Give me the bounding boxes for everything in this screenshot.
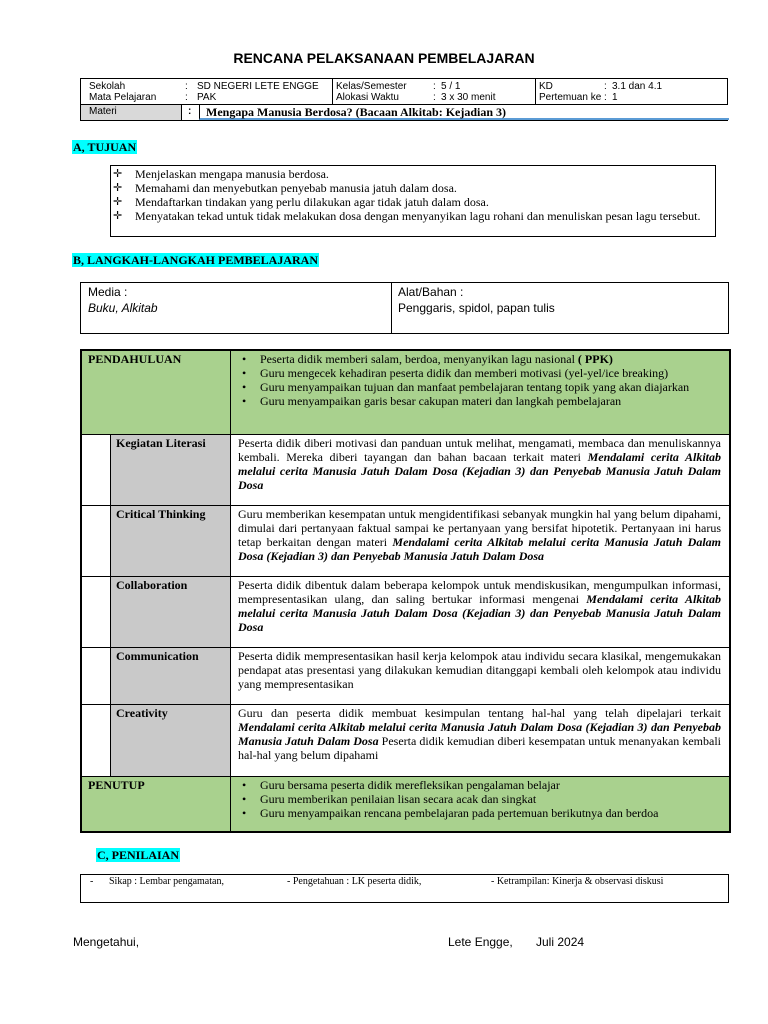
alat-label: Alat/Bahan : [398,285,464,299]
divider [391,283,392,333]
media-label: Media : [88,285,128,299]
bullet-icon: • [242,394,247,408]
kegiatan-label: Kegiatan Literasi [116,436,206,450]
bullet-icon: • [242,792,247,806]
tujuan-heading: A, TUJUAN [73,140,137,154]
kegiatan-label: Collaboration [116,578,188,592]
list-item: • Guru menyampaikan rencana pembelajaran pada pertemuan berikutnya dan berdoa [242,806,659,820]
penutup-label: PENUTUP [88,778,145,792]
tempat-text: Lete Engge, [448,935,513,949]
list-item: • Guru menyampaikan tujuan dan manfaat pembelajaran tentang topik yang akan diajarkan [242,380,690,394]
langkah-heading: B, LANGKAH-LANGKAH PEMBELAJARAN [73,253,319,267]
tanggal-text: Juli 2024 [536,935,585,949]
list-item: • Guru mengecek kehadiran peserta didik dan memberi motivasi (yel-yel/ice breaking) [242,366,669,380]
alokasi-value: 3 x 30 menit [441,92,496,103]
tujuan-box [110,165,716,237]
bullet-icon: • [242,778,247,792]
bullet-icon: • [242,352,247,366]
divider [230,435,231,505]
langkah-heading-wrap [72,251,319,269]
activity-table [80,349,731,833]
kegiatan-row-literasi: Kegiatan Literasi Peserta didik diberi motivasi dan panduan untuk melihat, mengamati, membaca dan menuliskannya kembali. Mereka diberi tayangan dan bahan bacaan terkait materi Mendalami cerita Alkitab melalui cerita Manusia Jatuh Dalam Dosa (Kejadian 3) dan Penyebab Manusia Jatuh Dalam Dosa [82,435,729,506]
alat-value: Penggaris, spidol, papan tulis [398,301,555,315]
colon: : [185,92,188,103]
mengetahui-text: Mengetahui, [73,935,140,949]
colon: : [604,81,607,92]
materi-label: Materi [89,106,117,117]
colon: : [433,81,436,92]
list-item: • Guru memberikan penilaian lisan secara acak dan singkat [242,792,537,806]
penilaian-sikap: Sikap : Lembar pengamatan, [109,876,224,887]
kegiatan-label: Critical Thinking [116,507,206,521]
plus-bullet-icon: ✛ [113,209,123,222]
pendahuluan-label: PENDAHULUAN [88,352,182,366]
pertemuan-value: 1 [612,92,618,103]
colon: : [188,106,192,117]
sekolah-value: SD NEGERI LETE ENGGE [197,81,319,92]
divider [535,79,536,105]
materi-value-cell [199,105,729,120]
kegiatan-label: Creativity [116,706,168,720]
plus-bullet-icon: ✛ [113,181,123,194]
page-title: RENCANA PELAKSANAAN PEMBELAJARAN [233,50,535,66]
media-box [80,282,729,334]
penilaian-heading-wrap [96,846,180,864]
kegiatan-row-collaboration: Collaboration Peserta didik dibentuk dalam beberapa kelompok untuk mendiskusikan, mengumpulkan informasi, mempresentasikan ulang, dan saling bertukar informasi mengenai Mendalami cerita Alkitab melalui cerita Manusia Jatuh Dalam Dosa (Kejadian 3) dan Penyebab Manusia Jatuh Dalam Dosa [82,577,729,648]
divider [230,506,231,576]
colon: : [604,92,607,103]
list-item: • Peserta didik memberi salam, berdoa, menyanyikan lagu nasional ( PPK) [242,352,613,366]
ppk-tag: ( PPK) [577,352,613,366]
kegiatan-row-creativity: Creativity Guru dan peserta didik membuat kesimpulan tentang hal-hal yang telah dipelajari terkait Mendalami cerita Alkitab melalui cerita Manusia Jatuh Dalam Dosa (Kejadian 3) dan Penyebab Manusia Jatuh Dalam Dosa Peserta didik kemudian diberi kesempatan untuk menanyakan kembali hal-hal yang belum dipahami [82,705,729,777]
list-item: ✛ Mendaftarkan tindakan yang perlu dilakukan agar tidak jatuh dalam dosa. [113,195,489,209]
list-item: • Guru bersama peserta didik merefleksikan pengalaman belajar [242,778,560,792]
materi-colon-cell [181,105,199,120]
bullet-icon: • [242,380,247,394]
alokasi-label: Alokasi Waktu [336,92,399,103]
dash: - [90,876,94,887]
plus-bullet-icon: ✛ [113,167,123,180]
mapel-label: Mata Pelajaran [89,92,157,103]
plus-bullet-icon: ✛ [113,195,123,208]
list-item: ✛ Memahami dan menyebutkan penyebab manusia jatuh dalam dosa. [113,181,457,195]
penilaian-pengetahuan: - Pengetahuan : LK peserta didik, [287,876,422,887]
divider [230,648,231,704]
kd-label: KD [539,81,553,92]
divider [332,79,333,105]
penilaian-keterampilan: - Ketrampilan: Kinerja & observasi diskusi [491,876,664,887]
kelas-label: Kelas/Semester [336,81,407,92]
kegiatan-row-communication: Communication Peserta didik mempresentasikan hasil kerja kelompok atau individu secara klasikal, mengemukakan pendapat atas presentasi yang dilakukan kemudian ditanggapi kembali oleh kelompok atau individu yang mempresentasikan [82,648,729,705]
info-table [80,78,728,121]
divider [230,777,231,831]
divider [230,577,231,647]
penilaian-heading: C, PENILAIAN [97,848,180,862]
materi-value: Mengapa Manusia Berdosa? (Bacaan Alkitab: Kejadian 3) [206,105,507,119]
penilaian-box [80,874,729,903]
media-value: Buku, Alkitab [88,301,158,315]
kd-value: 3.1 dan 4.1 [612,81,663,92]
divider [230,705,231,776]
kelas-value: 5 / 1 [441,81,461,92]
list-item: ✛ Menyatakan tekad untuk tidak melakukan dosa dengan menyanyikan lagu rohani dan menuliskan pesan lagu tersebut. [113,209,701,223]
kegiatan-row-critical: Critical Thinking Guru memberikan kesempatan untuk mengidentifikasi sebanyak mungkin hal yang belum dipahami, dimulai dari pertanyaan faktual sampai ke pertanyaan yang bersifat hipotetik. Pertanyaan ini harus tetap berkaitan dengan materi Mendalami cerita Alkitab melalui cerita Manusia Jatuh Dalam Dosa (Kejadian 3) dan Penyebab Manusia Jatuh Dalam Dosa [82,506,729,577]
list-item: • Guru menyampaikan garis besar cakupan materi dan langkah pembelajaran [242,394,622,408]
divider [230,351,231,434]
sekolah-label: Sekolah [89,81,126,92]
penutup-row [82,777,729,831]
mapel-value: PAK [197,92,217,103]
colon: : [185,81,188,92]
bullet-icon: • [242,806,247,820]
pertemuan-label: Pertemuan ke [539,92,602,103]
kegiatan-label: Communication [116,649,199,663]
colon: : [433,92,436,103]
pendahuluan-row [82,351,729,435]
list-item: ✛ Menjelaskan mengapa manusia berdosa. [113,167,329,181]
bullet-icon: • [242,366,247,380]
tujuan-heading-wrap [72,138,137,156]
